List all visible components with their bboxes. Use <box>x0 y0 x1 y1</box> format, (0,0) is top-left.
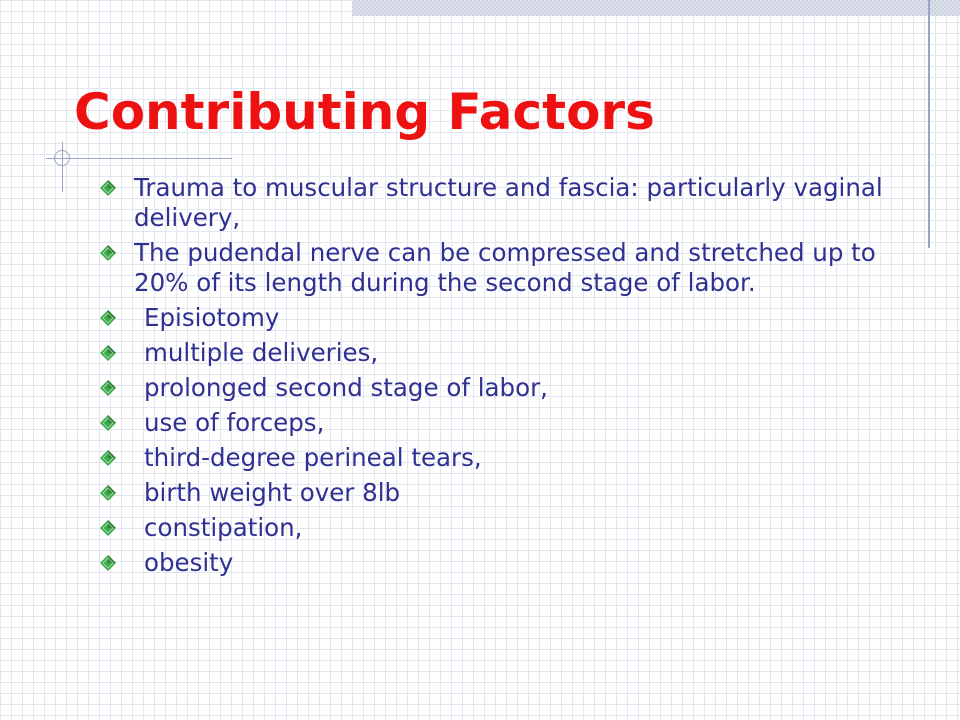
diamond-bullet-icon <box>100 450 116 466</box>
bullet-list <box>100 173 900 583</box>
bullet-item <box>100 173 900 233</box>
bullet-item <box>100 548 900 578</box>
bullet-text: Episiotomy <box>144 303 280 332</box>
bullet-item <box>100 303 900 333</box>
diamond-bullet-icon <box>100 180 116 196</box>
bullet-item <box>100 338 900 368</box>
right-vertical-line <box>928 0 930 248</box>
bullet-item <box>100 238 900 298</box>
corner-ring-decoration <box>54 150 70 166</box>
diamond-bullet-icon <box>100 485 116 501</box>
title-underline <box>46 158 232 159</box>
diamond-bullet-icon <box>100 310 116 326</box>
bullet-text: multiple deliveries, <box>144 338 379 367</box>
bullet-text: constipation, <box>144 513 303 542</box>
bullet-text: third-degree perineal tears, <box>144 443 482 472</box>
diamond-bullet-icon <box>100 520 116 536</box>
bullet-text: obesity <box>144 548 234 577</box>
bullet-item <box>100 443 900 473</box>
bullet-item <box>100 408 900 438</box>
diamond-bullet-icon <box>100 345 116 361</box>
bullet-text: prolonged second stage of labor, <box>144 373 548 402</box>
slide-title: Contributing Factors <box>74 83 655 141</box>
diamond-bullet-icon <box>100 245 116 261</box>
bullet-text: use of forceps, <box>144 408 325 437</box>
bullet-item <box>100 513 900 543</box>
bullet-item <box>100 478 900 508</box>
diamond-bullet-icon <box>100 415 116 431</box>
bullet-text: Trauma to muscular structure and fascia: particularly vaginal delivery, <box>134 173 883 232</box>
bullet-item <box>100 373 900 403</box>
bullet-text: birth weight over 8lb <box>144 478 401 507</box>
diamond-bullet-icon <box>100 555 116 571</box>
bullet-text: The pudendal nerve can be compressed and stretched up to 20% of its length during the second stage of labor. <box>134 238 876 297</box>
diamond-bullet-icon <box>100 380 116 396</box>
top-decorative-band <box>352 0 960 16</box>
